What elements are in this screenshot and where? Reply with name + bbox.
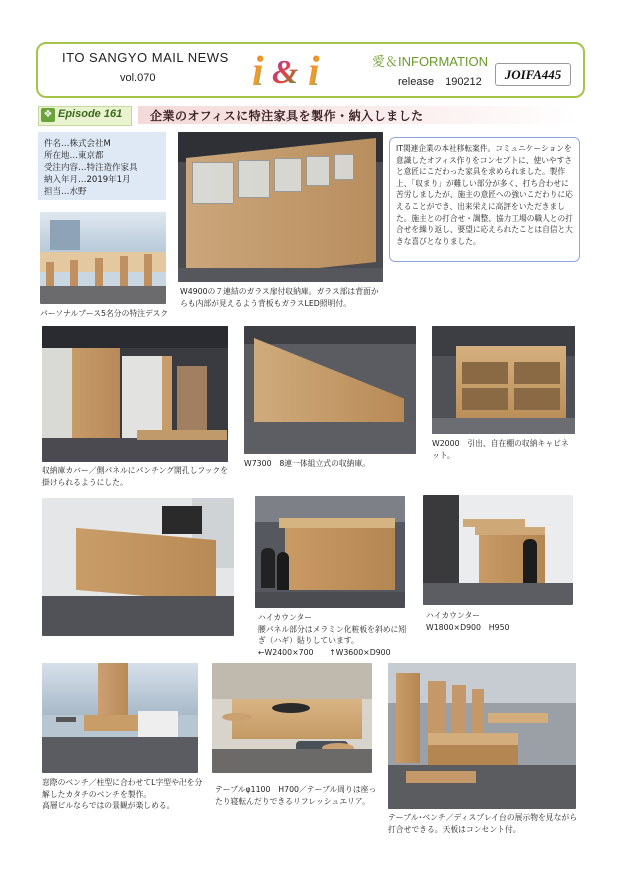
info-line: 件名…株式会社M bbox=[44, 139, 111, 149]
volume-number: vol.070 bbox=[120, 72, 156, 84]
joifa-badge: JOIFA445 bbox=[495, 63, 571, 86]
info-line: 所在地…東京都 bbox=[44, 151, 104, 161]
caption-locker: 収納庫カバー／側パネルにパンチング開孔しフックを掛けられるようにした。 bbox=[42, 466, 229, 487]
photo-display-table bbox=[388, 663, 576, 809]
newsletter-subtitle: 愛＆INFORMATION bbox=[372, 54, 489, 69]
photo-8-shelf bbox=[244, 326, 416, 454]
caption-high-counter-1: ハイカウンター 腰パネル部分はメラミン化粧板を斜めに矧ぎ（ハギ）貼りしています。 ←W2400×700 ↑W3600×D900 bbox=[258, 613, 407, 657]
info-line: 担当…水野 bbox=[44, 187, 87, 197]
headline: 企業のオフィスに特注家具を製作・納入しました bbox=[150, 109, 424, 123]
project-info-box bbox=[38, 132, 166, 200]
svg-text:&: & bbox=[272, 54, 299, 91]
photo-cabinet-2000 bbox=[432, 326, 575, 434]
caption-cabinet-2000: W2000 引出、自在棚の収納キャビネット。 bbox=[432, 439, 569, 460]
ii-logo bbox=[250, 47, 338, 91]
photo-high-counter-2 bbox=[423, 495, 573, 605]
newsletter-title: ITO SANGYO MAIL NEWS bbox=[62, 50, 229, 65]
svg-text:i: i bbox=[308, 49, 320, 91]
caption-round-table: テーブルφ1100 H700／テーブル周りは座ったり寝転んだりできるリフレッシュエリア。 bbox=[215, 785, 377, 806]
caption-glass-cabinet: W4900の７連結のガラス扉付収納庫。ガラス部は背面からも内部が見えるよう背板もガラスLED照明付。 bbox=[180, 287, 379, 308]
episode-icon: ❖ bbox=[41, 108, 55, 122]
photo-round-table bbox=[212, 663, 372, 773]
caption-high-counter-2: ハイカウンター W1800×D900 H950 bbox=[426, 611, 510, 632]
project-description: IT関連企業の本社移転案件。コミュニケーションを意識したオフィス作りをコンセプトに、使いやすさと意匠にこだわった家具を求められました。製作上、「収まり」が難しい部分が多く、打ち合わせに苦労しましたが、施主の意匠への強いこだわりに応えることができ、出来栄えに高評をいただきました。施主との打合せ・調整、協力工場の職人との打合せを繰り返し、要望に応えられたことは自信と大きな喜びとなりました。 bbox=[389, 137, 580, 262]
caption-window-bench: 窓際のベンチ／柱型に合わせてL字型や卍を分解したカタチのベンチを製作。 高層ビルならではの景観が楽しめる。 bbox=[42, 778, 203, 810]
photo-booth-desks bbox=[40, 212, 166, 304]
photo-glass-cabinet bbox=[178, 132, 383, 282]
photo-high-counter-angled bbox=[42, 498, 234, 636]
svg-text:i: i bbox=[252, 49, 264, 91]
episode-label: Episode 161 bbox=[58, 108, 123, 120]
photo-window-bench bbox=[42, 663, 198, 773]
caption-8-shelf: W7300 8連一体組立式の収納庫。 bbox=[244, 459, 371, 468]
info-line: 納入年月…2019年1月 bbox=[44, 175, 131, 185]
info-line: 受注内容…特注造作家具 bbox=[44, 163, 138, 173]
release-date: release 190212 bbox=[398, 76, 482, 88]
caption-booth: パーソナルブース5名分の特注デスク bbox=[40, 309, 169, 318]
photo-locker bbox=[42, 326, 228, 462]
photo-high-counter-1 bbox=[255, 496, 405, 608]
caption-display-table: テーブル･ベンチ／ディスプレイ台の展示物を見ながら打合せできる。天板はコンセント付。 bbox=[388, 813, 577, 834]
